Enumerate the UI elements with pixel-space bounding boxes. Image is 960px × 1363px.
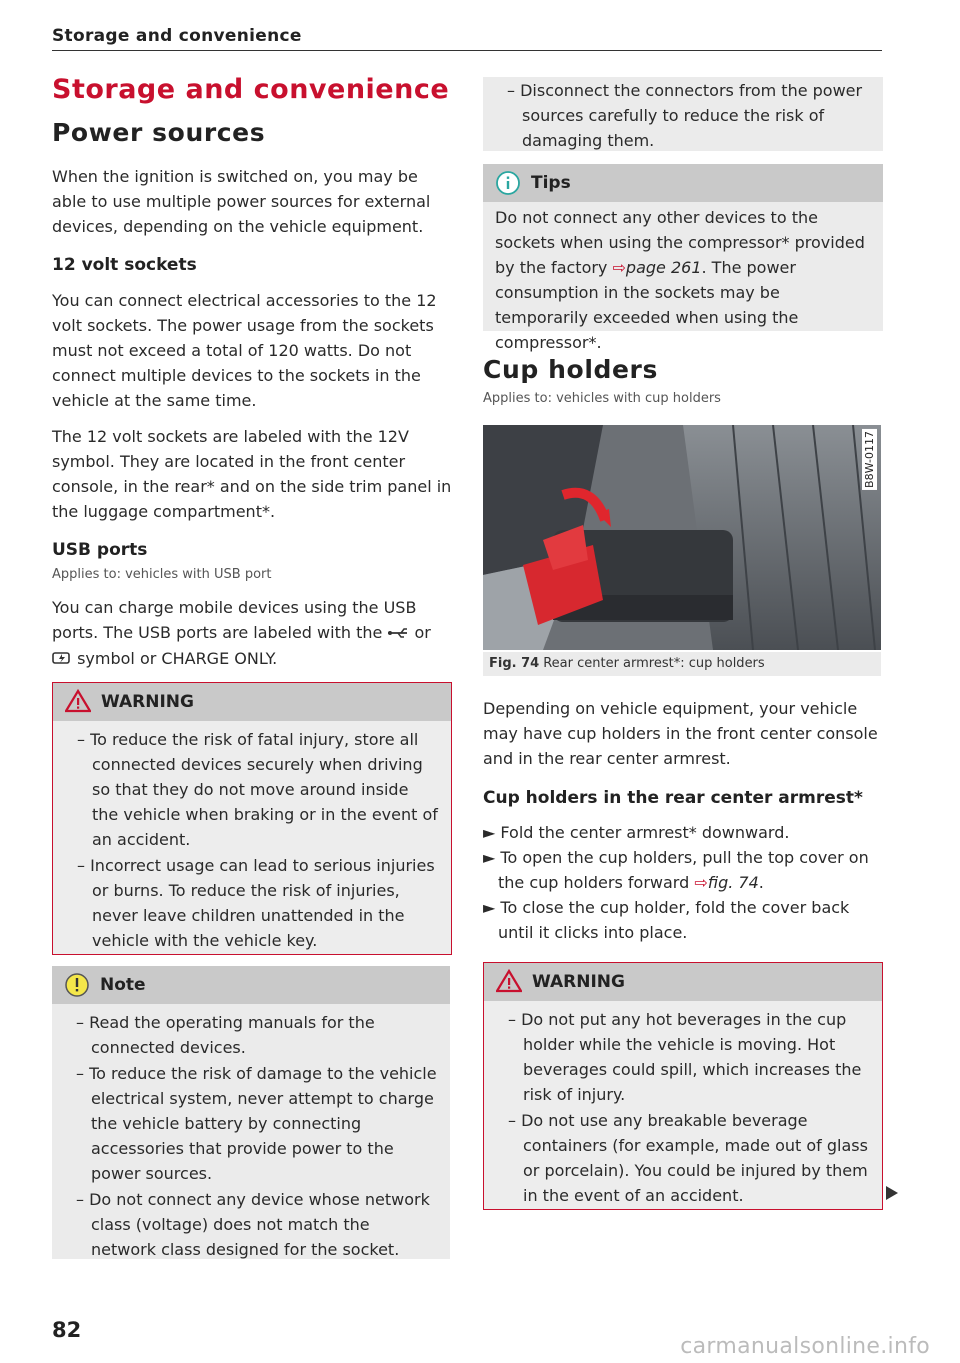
list-item: ► Fold the center armrest* downward. bbox=[483, 823, 790, 842]
chapter-title: Storage and convenience bbox=[52, 74, 450, 105]
usb-paragraph: You can charge mobile devices using the USB ports. The USB ports are labeled with the or symbol or CHARGE ONLY. bbox=[52, 595, 442, 672]
list-item: – Read the operating manuals for the connected devices. bbox=[76, 1013, 375, 1057]
usb-symbol-icon bbox=[387, 621, 409, 646]
list-item: – To reduce the risk of fatal injury, store all connected devices securely when driving so that they do not move around inside the vehicle when braking or in the event of an accident. bbox=[77, 730, 438, 849]
section-title-power-sources: Power sources bbox=[52, 118, 266, 147]
running-header: Storage and convenience bbox=[52, 26, 882, 51]
list-item: ► To open the cup holders, pull the top cover on the cup holders forward ⇨fig. 74. bbox=[483, 848, 869, 892]
heading-rear-armrest: Cup holders in the rear center armrest* bbox=[483, 788, 863, 808]
instruction-list bbox=[483, 820, 883, 945]
warning-triangle-icon bbox=[496, 969, 522, 995]
figure-rear-armrest-image bbox=[483, 425, 881, 650]
warning-triangle-icon bbox=[65, 689, 91, 715]
section-title-cup-holders: Cup holders bbox=[483, 355, 658, 384]
continue-arrow-icon bbox=[886, 1186, 898, 1200]
cup-holders-applies-to: Applies to: vehicles with cup holders bbox=[483, 391, 721, 406]
warning-header: WARNING bbox=[53, 683, 451, 721]
watermark: carmanualsonline.info bbox=[680, 1334, 930, 1359]
usb-applies-to: Applies to: vehicles with USB port bbox=[52, 567, 272, 582]
page-number: 82 bbox=[52, 1318, 82, 1342]
list-item: – Disconnect the connectors from the power sources carefully to reduce the risk of damaging them. bbox=[507, 81, 863, 150]
list-item: – To reduce the risk of damage to the vehicle electrical system, never attempt to charge the vehicle battery by connecting accessories that provide power to the power sources. bbox=[76, 1064, 437, 1183]
intro-paragraph: When the ignition is switched on, you may be able to use multiple power sources for external devices, depending on the vehicle equipment. bbox=[52, 167, 431, 236]
exclamation-circle-icon bbox=[64, 972, 90, 998]
figure-code: B8W-0117 bbox=[863, 431, 876, 488]
figure-reference-link[interactable]: ⇨fig. 74 bbox=[694, 873, 759, 892]
note-box-continued bbox=[483, 77, 883, 151]
sockets-paragraph-2: The 12 volt sockets are labeled with the 12V symbol. They are located in the front center console, in the rear* and on the side trim panel in the luggage compartment*. bbox=[52, 427, 452, 521]
list-item: – Do not use any breakable beverage containers (for example, made out of glass or porcelain). You could be injured by them in the event of an accident. bbox=[508, 1111, 868, 1205]
figure-caption: Fig. 74 Rear center armrest*: cup holders bbox=[483, 652, 881, 676]
info-icon bbox=[495, 170, 521, 196]
note-header: Note bbox=[52, 966, 450, 1004]
list-item: – Do not put any hot beverages in the cup holder while the vehicle is moving. Hot beverages could spill, which increases the risk of injury. bbox=[508, 1010, 862, 1104]
tips-header: Tips bbox=[483, 164, 883, 202]
list-item: – Incorrect usage can lead to serious injuries or burns. To reduce the risk of injuries, never leave children unattended in the vehicle with the vehicle key. bbox=[77, 856, 435, 950]
heading-usb-ports: USB ports bbox=[52, 540, 148, 560]
page-reference-link[interactable]: ⇨page 261 bbox=[612, 258, 702, 277]
warning-box-cup-holders bbox=[483, 962, 883, 1210]
cup-holders-paragraph: Depending on vehicle equipment, your vehicle may have cup holders in the front center console and in the rear center armrest. bbox=[483, 699, 878, 768]
charge-symbol-icon bbox=[52, 647, 72, 672]
warning-box-power bbox=[52, 682, 452, 955]
list-item: – Do not connect any device whose network class (voltage) does not match the network class designed for the socket. bbox=[76, 1190, 430, 1259]
warning-header: WARNING bbox=[484, 963, 882, 1001]
tips-box bbox=[483, 164, 883, 352]
heading-12v-sockets: 12 volt sockets bbox=[52, 255, 197, 275]
sockets-paragraph-1: You can connect electrical accessories to the 12 volt sockets. The power usage from the sockets must not exceed a total of 120 watts. Do not connect multiple devices to the sockets in the vehicle at the same time. bbox=[52, 291, 437, 410]
note-box-power bbox=[52, 966, 450, 1259]
tips-text: Do not connect any other devices to the sockets when using the compressor* provided by the factory ⇨page 261. The power consumption in the sockets may be temporarily exceeded when using the compressor*. bbox=[495, 208, 865, 352]
list-item: ► To close the cup holder, fold the cover back until it clicks into place. bbox=[483, 898, 850, 942]
